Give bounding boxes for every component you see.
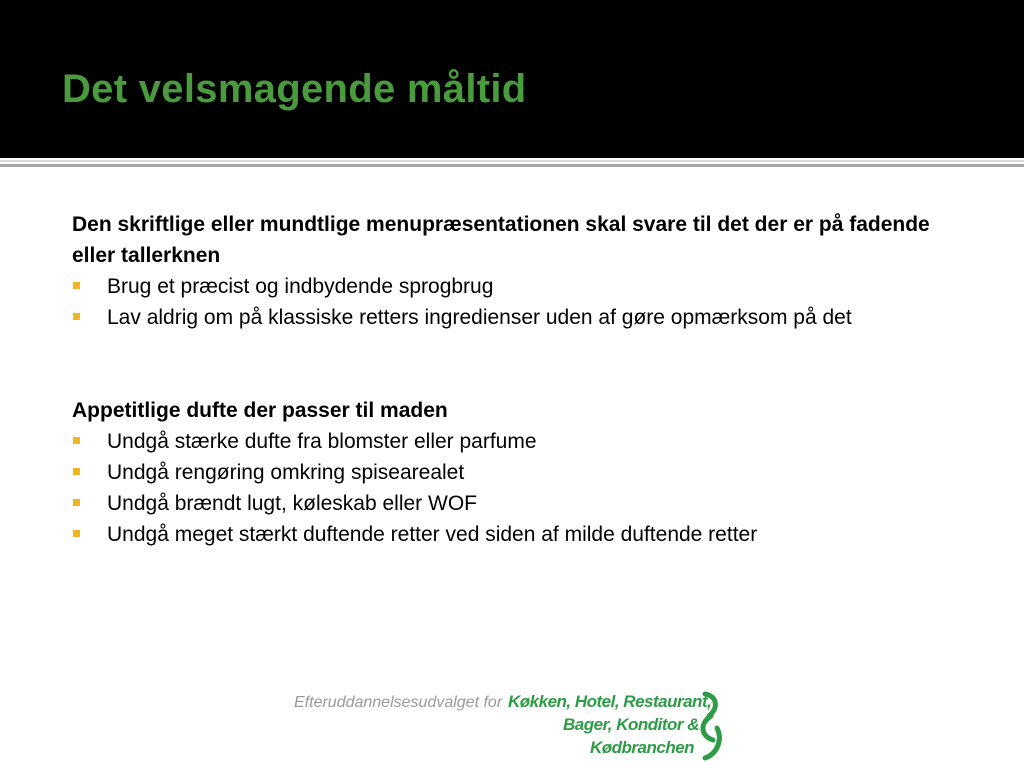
bullet-item: [72, 488, 972, 519]
logo-line-2: Bager, Konditor &: [563, 715, 700, 734]
logo-swirl-icon: [695, 690, 725, 762]
section-spacer: [72, 333, 972, 395]
square-bullet-icon: [73, 282, 80, 289]
divider-line-light: [0, 160, 1024, 162]
section-heading: Den skriftlige eller mundtlige menupræsentationen skal svare til det der er på fadende eller tallerknen: [72, 213, 930, 267]
bullet-text: Lav aldrig om på klassiske retters ingredienser uden af gøre opmærksom på det: [107, 306, 852, 329]
logo-line-3: Kødbranchen: [590, 738, 695, 757]
bullet-text: Undgå rengøring omkring spisearealet: [107, 461, 465, 484]
bullet-list: [72, 426, 972, 550]
square-bullet-icon: [73, 499, 80, 506]
bullet-text: Undgå meget stærkt duftende retter ved siden af milde duftende retter: [107, 523, 758, 546]
section-heading: Appetitlige dufte der passer til maden: [72, 399, 448, 422]
square-bullet-icon: [73, 530, 80, 537]
bullet-item: [72, 271, 972, 302]
bullet-item: [72, 426, 972, 457]
bullet-text: Brug et præcist og indbydende sprogbrug: [107, 275, 494, 298]
square-bullet-icon: [73, 313, 80, 320]
slide-body: [72, 209, 972, 550]
bullet-item: [72, 519, 972, 550]
footer-logo: [290, 688, 730, 764]
title-bar: [0, 0, 1024, 158]
logo-lead-text: Efteruddannelsesudvalget for: [294, 694, 503, 711]
bullet-text: Undgå stærke dufte fra blomster eller parfume: [107, 430, 537, 453]
square-bullet-icon: [73, 468, 80, 475]
bullet-text: Undgå brændt lugt, køleskab eller WOF: [107, 492, 477, 515]
slide-title: Det velsmagende måltid: [62, 67, 527, 111]
square-bullet-icon: [73, 437, 80, 444]
bullet-item: [72, 457, 972, 488]
bullet-list: [72, 271, 972, 333]
bullet-item: [72, 302, 972, 333]
divider-line-dark: [0, 164, 1024, 167]
logo-line-1: Køkken, Hotel, Restaurant,: [508, 692, 712, 711]
